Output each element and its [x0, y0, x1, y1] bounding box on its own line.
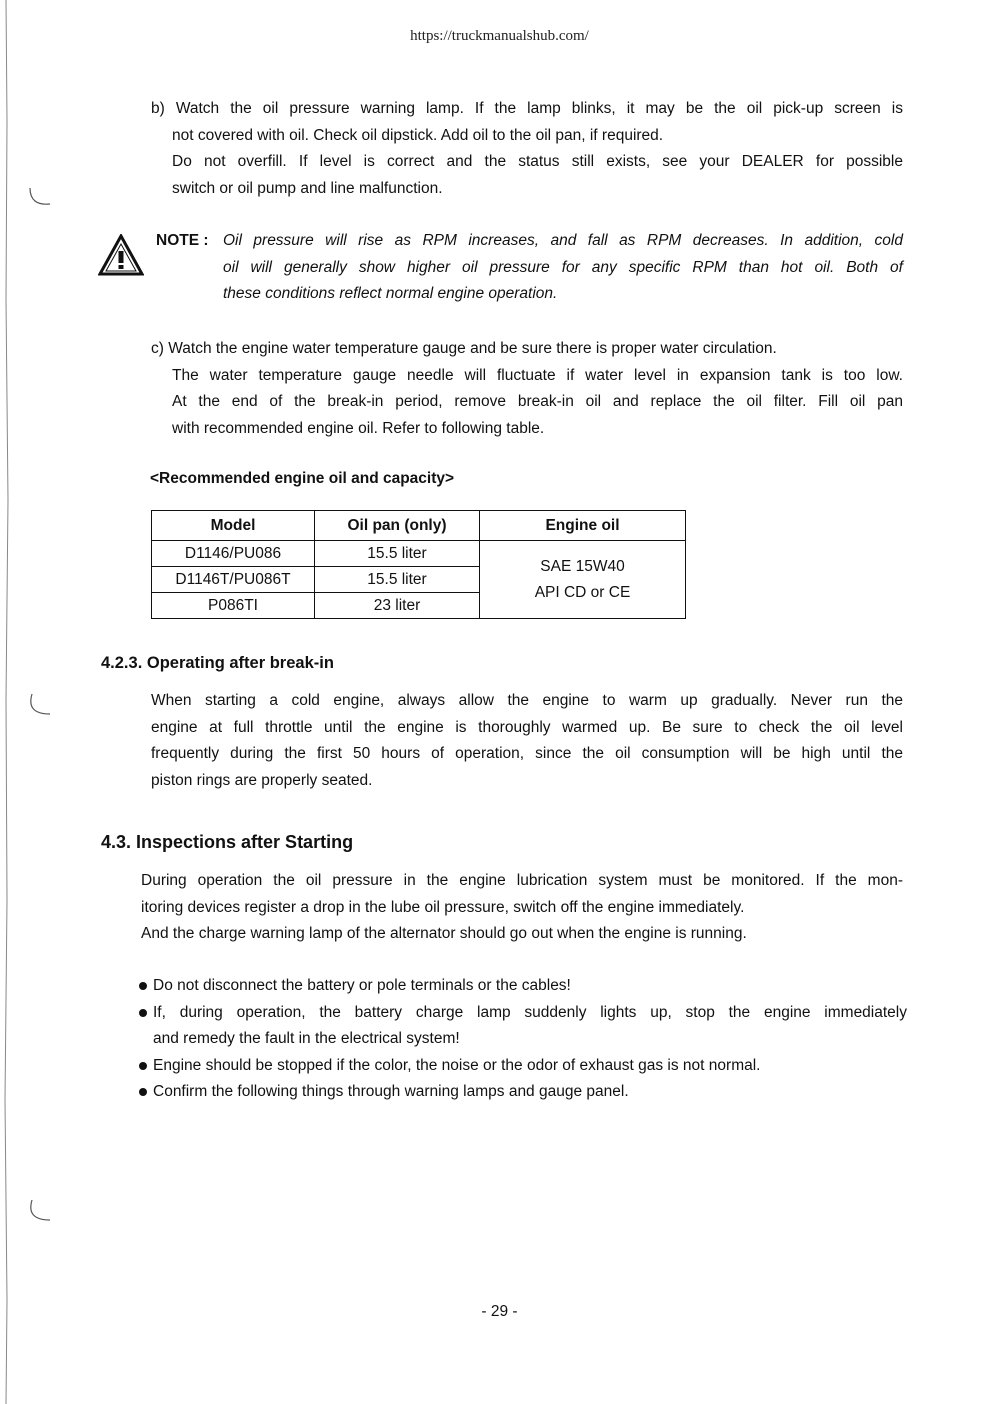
paragraph-b	[151, 96, 903, 202]
paragraph-line: At the end of the break-in period, remove break-in oil and replace the oil filter. Fill oil pan	[172, 393, 903, 410]
list-item	[137, 1079, 907, 1106]
note-line: these conditions reflect normal engine operation.	[223, 285, 558, 302]
table-cell-oil-pan: 15.5 liter	[315, 567, 480, 593]
paragraph-line: frequently during the first 50 hours of operation, since the oil consumption will be high until the	[151, 745, 903, 762]
punch-hole-mark	[26, 692, 54, 718]
inspection-bullet-list	[137, 973, 907, 1106]
paragraph-line: itoring devices register a drop in the lube oil pressure, switch off the engine immediately.	[141, 898, 745, 916]
table-title: <Recommended engine oil and capacity>	[150, 470, 455, 487]
note-line: Oil pressure will rise as RPM increases, and fall as RPM decreases. In addition, cold	[223, 232, 903, 249]
paragraph-line: not covered with oil. Check oil dipstick. Add oil to the oil pan, if required.	[172, 126, 664, 144]
bullet-icon	[139, 1088, 147, 1096]
paragraph-line: engine at full throttle until the engine is thoroughly warmed up. Be sure to check the oil level	[151, 718, 903, 736]
list-item	[137, 973, 907, 1000]
punch-hole-mark	[26, 186, 54, 210]
bullet-icon	[139, 1062, 147, 1070]
list-item-text: Engine should be stopped if the color, the noise or the odor of exhaust gas is not normal.	[153, 1056, 761, 1074]
note-text	[223, 228, 903, 308]
list-item-text: Do not disconnect the battery or pole terminals or the cables!	[153, 977, 571, 994]
section-heading-4-3: 4.3. Inspections after Starting	[101, 832, 354, 852]
oil-capacity-table	[151, 510, 686, 619]
table-cell-engine-oil	[480, 541, 686, 619]
source-url[interactable]: https://truckmanualshub.com/	[410, 28, 589, 44]
section-heading-4-2-3: 4.2.3. Operating after break-in	[101, 654, 334, 672]
bullet-icon	[139, 982, 147, 990]
warning-triangle-icon	[98, 234, 144, 276]
page-number: - 29 -	[481, 1303, 518, 1320]
note-block	[98, 228, 904, 318]
paragraph-line: During operation the oil pressure in the engine lubrication system must be monitored. If the mon-	[141, 872, 903, 889]
paragraph-line: piston rings are properly seated.	[151, 771, 373, 789]
list-item	[137, 1000, 907, 1053]
paragraph-line: b) Watch the oil pressure warning lamp. If the lamp blinks, it may be the oil pick-up screen is	[151, 100, 903, 117]
paragraph-line: When starting a cold engine, always allow the engine to warm up gradually. Never run the	[151, 692, 903, 709]
paragraph-line: switch or oil pump and line malfunction.	[172, 179, 443, 197]
table-header-row	[152, 511, 686, 541]
punch-hole-mark	[26, 1198, 54, 1224]
paragraph-c	[151, 336, 903, 442]
note-line: oil will generally show higher oil pressure for any specific RPM than hot oil. Both of	[223, 258, 903, 276]
table-header-cell: Model	[152, 511, 315, 541]
paragraph-line: The water temperature gauge needle will fluctuate if water level in expansion tank is too low.	[172, 366, 903, 384]
table-cell-oil-pan: 15.5 liter	[315, 541, 480, 567]
scan-edge-decoration	[0, 0, 14, 1404]
table-cell-model: P086TI	[152, 593, 315, 619]
list-item	[137, 1053, 907, 1080]
bullet-icon	[139, 1009, 147, 1017]
engine-oil-grade: SAE 15W40	[540, 557, 625, 575]
list-item-text: and remedy the fault in the electrical system!	[153, 1030, 460, 1047]
paragraph-line: with recommended engine oil. Refer to following table.	[172, 419, 545, 437]
table-header-cell: Oil pan (only)	[315, 511, 480, 541]
paragraph-line: Do not overfill. If level is correct and the status still exists, see your DEALER for possible	[172, 153, 903, 170]
list-item-text: If, during operation, the battery charge lamp suddenly lights up, stop the engine immediately	[153, 1003, 907, 1021]
paragraph-line: And the charge warning lamp of the alternator should go out when the engine is running.	[141, 925, 747, 942]
engine-oil-class: API CD or CE	[534, 583, 631, 601]
section-4-3-body	[141, 868, 903, 948]
note-label: NOTE :	[156, 232, 209, 249]
table-header-cell: Engine oil	[480, 511, 686, 541]
table-row	[152, 541, 686, 567]
table-cell-model: D1146T/PU086T	[152, 567, 315, 593]
table-cell-model: D1146/PU086	[152, 541, 315, 567]
table-cell-oil-pan: 23 liter	[315, 593, 480, 619]
paragraph-line: c) Watch the engine water temperature gauge and be sure there is proper water circulation.	[151, 340, 777, 357]
section-4-2-3-body	[151, 688, 903, 794]
list-item-text: Confirm the following things through warning lamps and gauge panel.	[153, 1083, 629, 1100]
